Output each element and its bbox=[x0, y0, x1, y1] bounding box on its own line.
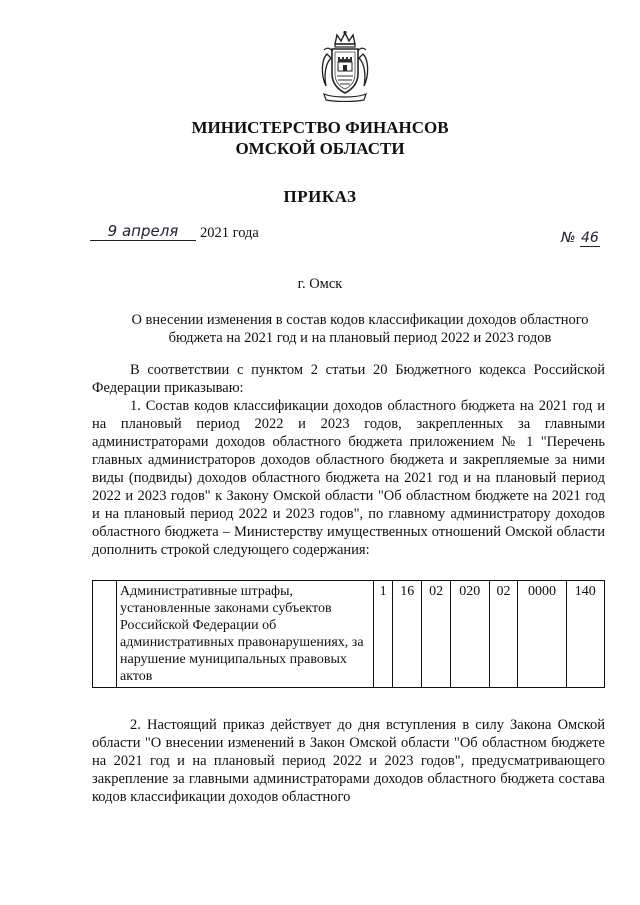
classification-table bbox=[92, 580, 605, 688]
order-subject bbox=[100, 311, 620, 347]
handwritten-number: 46 bbox=[581, 230, 599, 246]
document-type: ПРИКАЗ bbox=[283, 187, 357, 206]
income-type-name: Административные штрафы, установленные законами субъектов Российской Федерации об административных правонарушениях, за нарушение муниципальных правовых актов bbox=[117, 581, 374, 688]
code-cell: 020 bbox=[451, 581, 490, 688]
order-number bbox=[561, 230, 600, 246]
code-cell: 140 bbox=[566, 581, 605, 688]
subject-line2: бюджета на 2021 год и на плановый период 2022 и 2023 годов bbox=[168, 330, 552, 346]
code-cell: 1 bbox=[374, 581, 393, 688]
code-cell: 02 bbox=[489, 581, 518, 688]
city: г. Омск bbox=[297, 276, 343, 292]
paragraph-item-1: 1. Состав кодов классификации доходов областного бюджета на 2021 год и на плановый период 2022 и 2023 годов, закрепленных за главными администраторами доходов областного бюджета приложением № 1 "Перечень главных администраторов доходов областного бюджета и закрепляемые за ними виды (подвиды) доходов областного бюджета на 2021 год и на плановый период 2022 и 2023 годов" к Закону Омской области "Об областном бюджете на 2021 год и на плановый период 2022 и 2023 годов", по главному администратору доходов областного бюджета – Министерству имущественных отношений Омской области дополнить строкой следующего содержания: bbox=[92, 398, 605, 558]
subject-line1: О внесении изменения в состав кодов классификации доходов областного bbox=[131, 312, 589, 328]
date-year: 2021 года bbox=[200, 225, 259, 241]
ministry-title bbox=[0, 117, 640, 159]
handwritten-date: 9 апреля bbox=[90, 222, 196, 241]
coat-of-arms-icon bbox=[318, 30, 372, 102]
paragraph-preamble: В соответствии с пунктом 2 статьи 20 Бюджетного кодекса Российской Федерации приказываю: bbox=[92, 362, 605, 396]
table-cell-empty bbox=[93, 581, 117, 688]
table-row bbox=[93, 581, 605, 688]
code-cell: 02 bbox=[422, 581, 451, 688]
number-sign: № bbox=[561, 230, 576, 246]
code-cell: 0000 bbox=[518, 581, 566, 688]
ministry-title-line1: МИНИСТЕРСТВО ФИНАНСОВ bbox=[191, 118, 449, 137]
paragraph-item-2: 2. Настоящий приказ действует до дня вступления в силу Закона Омской области "О внесении изменений в Закон Омской области "Об областном бюджете на 2021 год и на плановый период 2022 и 2023 годов", предусматривающего закрепление за главными администраторами доходов областного бюджета состава кодов классификации доходов областного bbox=[92, 717, 605, 805]
ministry-title-line2: ОМСКОЙ ОБЛАСТИ bbox=[235, 139, 405, 158]
code-cell: 16 bbox=[393, 581, 422, 688]
